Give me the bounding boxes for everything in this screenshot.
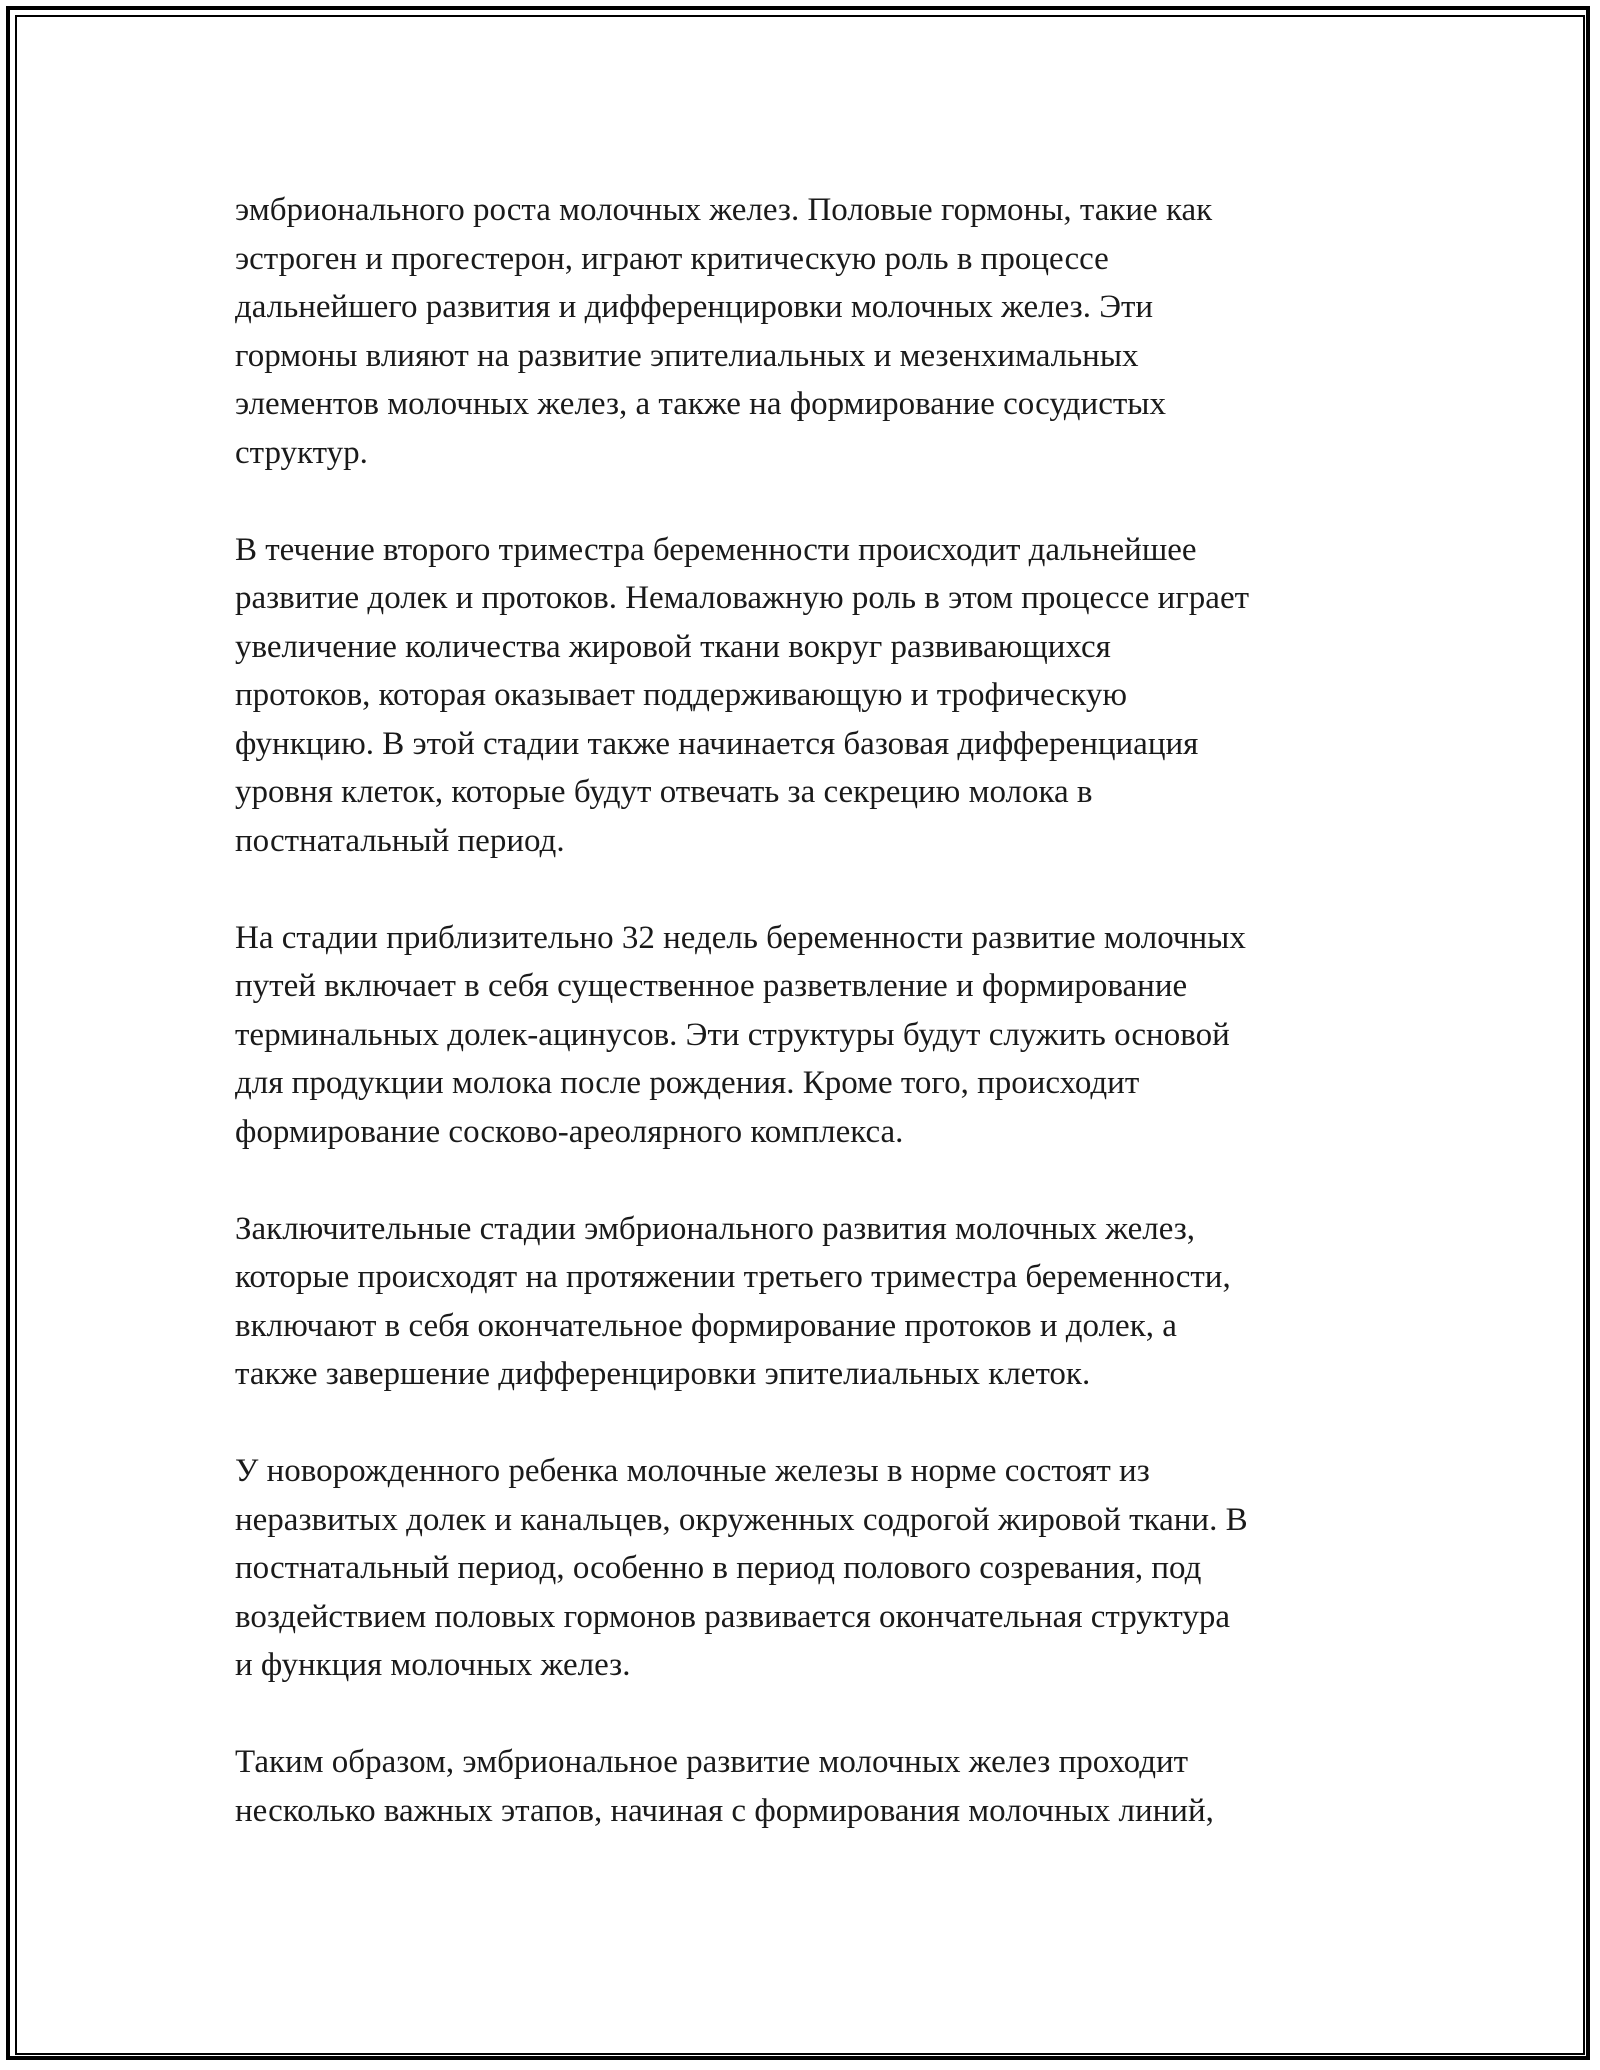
paragraph: У новорожденного ребенка молочные железы в норме состоят из неразвитых долек и канальцев, окруженных содрогой жировой ткани. В постнатальный период, особенно в период полового созревания, под воздействием половых гормонов развивается окончательная структура и функция молочных желез.: [235, 1453, 1248, 1683]
paragraph: Таким образом, эмбриональное развитие молочных желез проходит несколько важных этапов, начиная с формирования молочных линий,: [235, 1744, 1214, 1829]
paragraph: Заключительные стадии эмбрионального развития молочных желез, которые происходят на протяжении третьего триместра беременности, включают в себя окончательное формирование протоков и долек, а также завершение дифференцировки эпителиальных клеток.: [235, 1210, 1231, 1392]
paragraph: В течение второго триместра беременности происходит дальнейшее развитие долек и протоков. Немаловажную роль в этом процессе играет увеличение количества жировой ткани вокруг развивающихся протоков, которая оказывает поддерживающую и трофическую функцию. В этой стадии также начинается базовая дифференциация уровня клеток, которые будут отвечать за секрецию молока в постнатальный период.: [235, 531, 1250, 859]
paragraph: эмбрионального роста молочных желез. Половые гормоны, такие как эстроген и прогестерон, играют критическую роль в процессе дальнейшего развития и дифференцировки молочных желез. Эти гормоны влияют на развитие эпителиальных и мезенхимальных элементов молочных желез, а также на формирование сосудистых структур.: [235, 192, 1213, 471]
paragraph: На стадии приблизительно 32 недель беременности развитие молочных путей включает в себя существенное разветвление и формирование терминальных долек-ацинусов. Эти структуры будут служить основой для продукции молока после рождения. Кроме того, происходит формирование сосково-ареолярного комплекса.: [235, 919, 1246, 1150]
document-body: [235, 186, 1395, 1835]
